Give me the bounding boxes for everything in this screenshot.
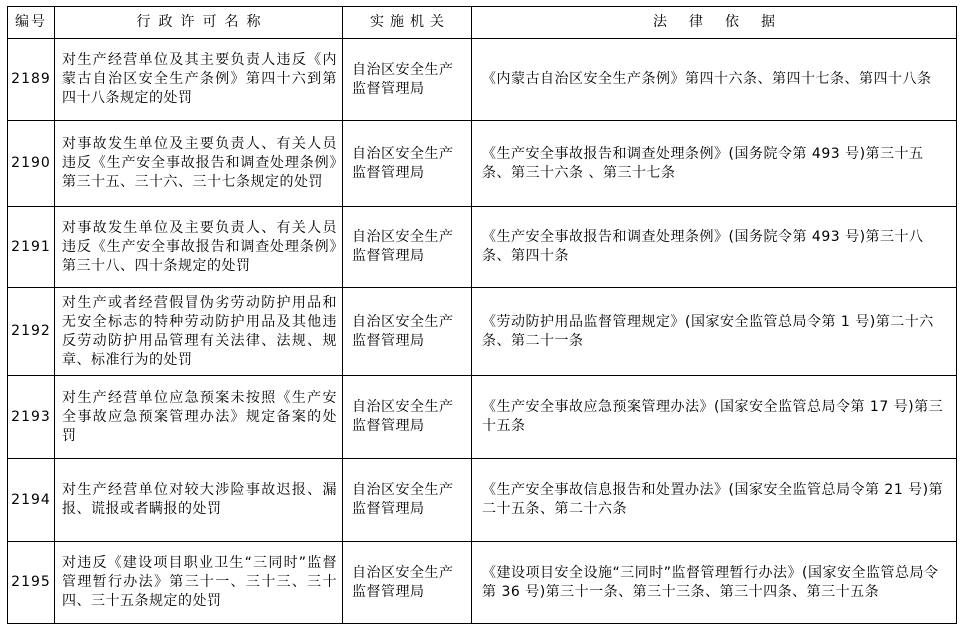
header-legal: 法律依据 [472, 7, 957, 39]
cell-permit-name: 对生产经营单位应急预案未按照《生产安全事故应急预案管理办法》规定备案的处罚 [55, 376, 343, 459]
cell-permit-number: 2189 [8, 39, 55, 121]
cell-agency: 自治区安全生产监督管理局 [343, 121, 472, 207]
table-row [8, 542, 957, 624]
cell-legal-basis: 《建设项目安全设施“三同时”监督管理暂行办法》(国家安全监管总局令第 36 号)第三十一条、第三十三条、第三十四条、第三十五条 [472, 542, 957, 624]
cell-permit-name: 对生产或者经营假冒伪劣劳动防护用品和无安全标志的特种劳动防护用品及其他违反劳动防护用品管理有关法律、法规、规章、标准行为的处罚 [55, 288, 343, 376]
cell-legal-basis: 《生产安全事故应急预案管理办法》(国家安全监管总局令第 17 号)第三十五条 [472, 376, 957, 459]
cell-agency: 自治区安全生产监督管理局 [343, 376, 472, 459]
table-body [8, 39, 957, 624]
cell-agency: 自治区安全生产监督管理局 [343, 459, 472, 542]
cell-agency: 自治区安全生产监督管理局 [343, 39, 472, 121]
table-row [8, 207, 957, 288]
cell-legal-basis: 《生产安全事故信息报告和处置办法》(国家安全监管总局令第 21 号)第二十五条、第二十六条 [472, 459, 957, 542]
cell-agency: 自治区安全生产监督管理局 [343, 207, 472, 288]
cell-legal-basis: 《劳动防护用品监督管理规定》(国家安全监管总局令第 1 号)第二十六条、第二十一条 [472, 288, 957, 376]
cell-agency: 自治区安全生产监督管理局 [343, 542, 472, 624]
table-row [8, 288, 957, 376]
table-row [8, 459, 957, 542]
cell-agency: 自治区安全生产监督管理局 [343, 288, 472, 376]
cell-permit-number: 2191 [8, 207, 55, 288]
table-header [8, 7, 957, 39]
cell-permit-name: 对违反《建设项目职业卫生“三同时”监督管理暂行办法》第三十一、三十三、三十四、三十五条规定的处罚 [55, 542, 343, 624]
cell-permit-number: 2190 [8, 121, 55, 207]
cell-permit-number: 2194 [8, 459, 55, 542]
administrative-permits-table [7, 6, 957, 624]
cell-permit-name: 对生产经营单位及其主要负责人违反《内蒙古自治区安全生产条例》第四十六到第四十八条规定的处罚 [55, 39, 343, 121]
cell-permit-name: 对生产经营单位对较大涉险事故迟报、漏报、谎报或者瞒报的处罚 [55, 459, 343, 542]
cell-permit-number: 2195 [8, 542, 55, 624]
cell-legal-basis: 《内蒙古自治区安全生产条例》第四十六条、第四十七条、第四十八条 [472, 39, 957, 121]
table-row [8, 376, 957, 459]
cell-legal-basis: 《生产安全事故报告和调查处理条例》(国务院令第 493 号)第三十五条、第三十六条 、第三十七条 [472, 121, 957, 207]
header-row [8, 7, 957, 39]
cell-permit-name: 对事故发生单位及主要负责人、有关人员违反《生产安全事故报告和调查处理条例》第三十八、四十条规定的处罚 [55, 207, 343, 288]
table-row [8, 121, 957, 207]
cell-permit-name: 对事故发生单位及主要负责人、有关人员违反《生产安全事故报告和调查处理条例》第三十五、三十六、三十七条规定的处罚 [55, 121, 343, 207]
header-id: 编号 [8, 7, 55, 39]
header-agency: 实施机关 [343, 7, 472, 39]
cell-legal-basis: 《生产安全事故报告和调查处理条例》(国务院令第 493 号)第三十八条、第四十条 [472, 207, 957, 288]
table-row [8, 39, 957, 121]
header-name: 行政许可名称 [55, 7, 343, 39]
cell-permit-number: 2192 [8, 288, 55, 376]
cell-permit-number: 2193 [8, 376, 55, 459]
